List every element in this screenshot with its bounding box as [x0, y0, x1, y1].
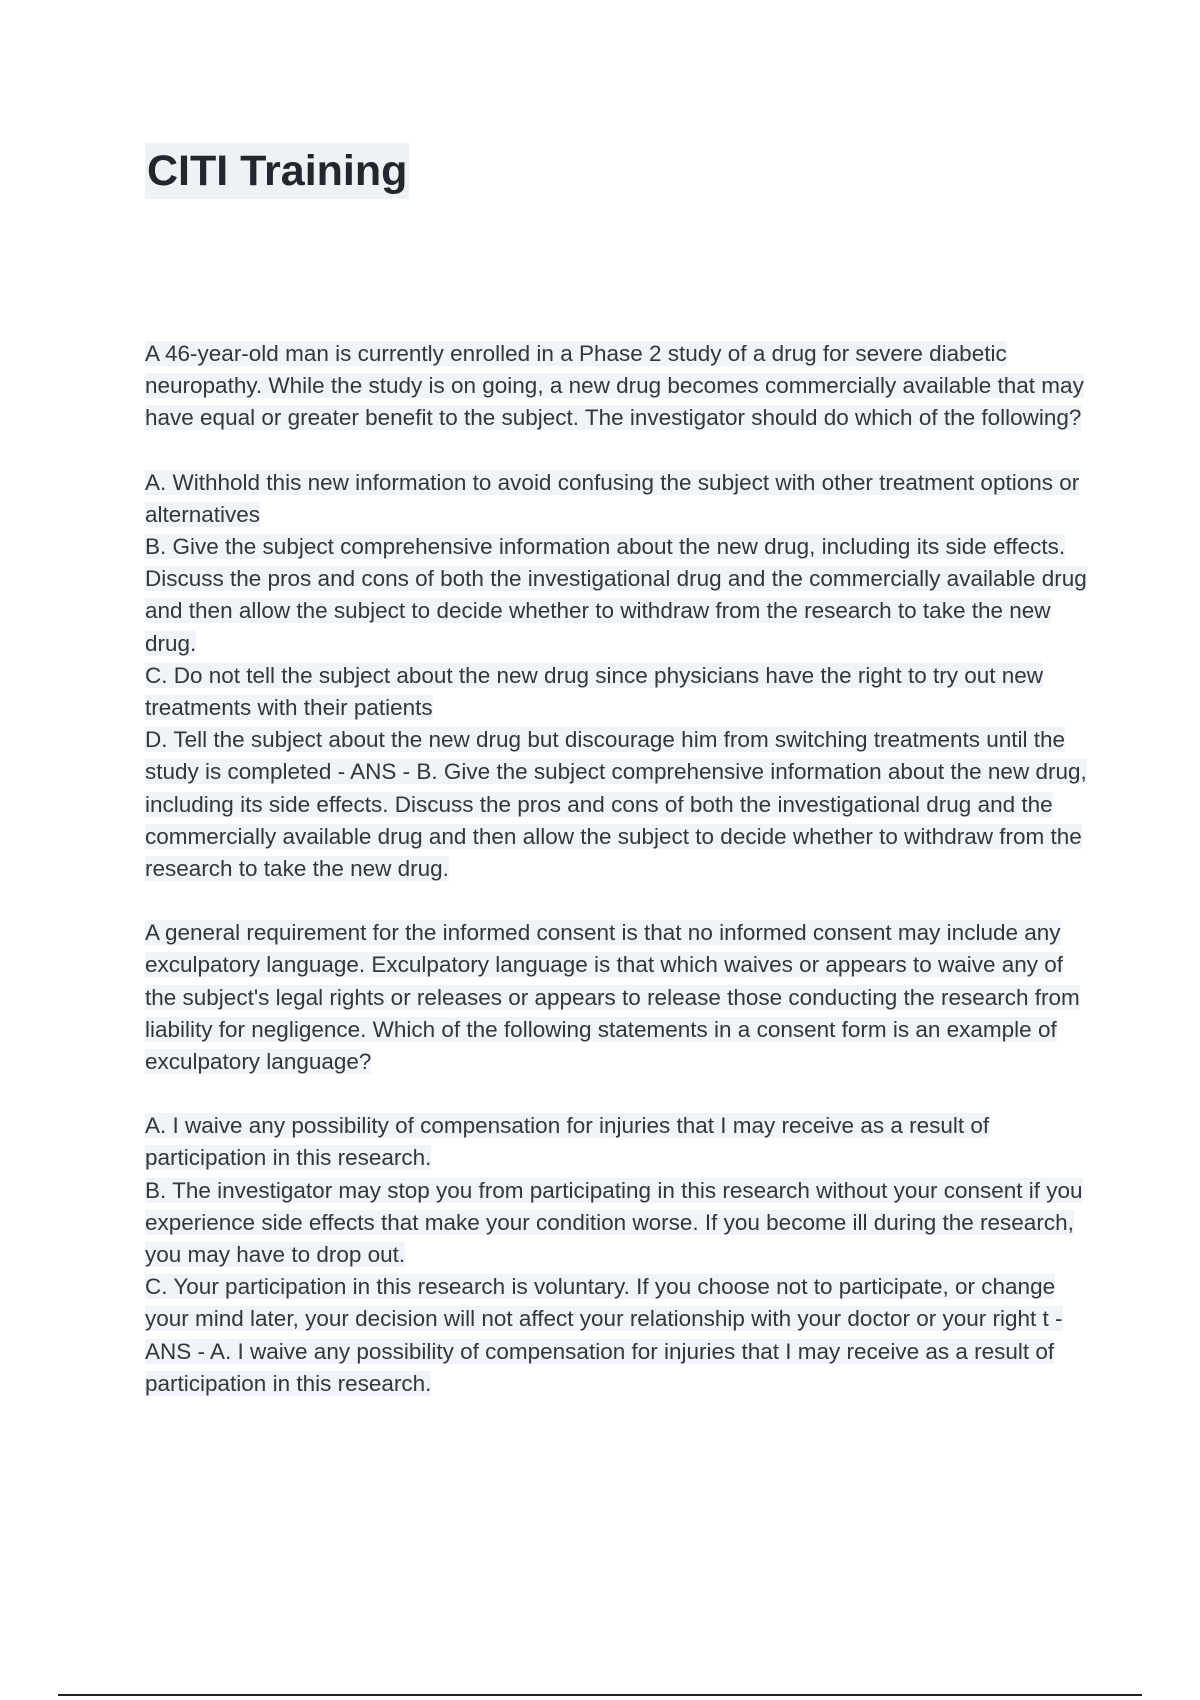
- option-text: B. Give the subject comprehensive information about the new drug, including its side effects. Discuss the pros and cons of both the investigational drug and the commercially available drug and then allow the subject to decide whether to withdraw from the research to take the new drug.: [145, 534, 1087, 656]
- question-1-prompt: [145, 338, 1095, 435]
- question-2-prompt: [145, 917, 1095, 1078]
- spacer: [145, 1078, 1095, 1110]
- question-1-option-a: [145, 467, 1095, 531]
- question-2-prompt-text: A general requirement for the informed consent is that no informed consent may include any exculpatory language. Exculpatory language is that which waives or appears to waive any of the subject's legal rights or releases or appears to release those conducting the research from liability for negligence. Which of the following statements in a consent form is an example of exculpatory language?: [145, 920, 1080, 1075]
- question-1: [145, 338, 1095, 885]
- question-1-option-d-with-answer: [145, 724, 1095, 885]
- option-text: C. Do not tell the subject about the new drug since physicians have the right to try out new treatments with their patients: [145, 662, 1044, 721]
- question-2-option-b: [145, 1175, 1095, 1272]
- option-text: A. Withhold this new information to avoid confusing the subject with other treatment options or alternatives: [145, 469, 1080, 527]
- question-1-option-c: [145, 660, 1095, 724]
- spacer: [145, 885, 1095, 917]
- spacer: [145, 435, 1095, 467]
- option-text: A. I waive any possibility of compensation for injuries that I may receive as a result of participation in this research.: [145, 1113, 990, 1171]
- option-text: B. The investigator may stop you from participating in this research without your consent if you experience side effects that make your condition worse. If you become ill during the research, you may have to drop out.: [145, 1177, 1083, 1268]
- question-1-option-b: [145, 531, 1095, 660]
- page-title: CITI Training: [145, 143, 409, 199]
- option-text: C. Your participation in this research is voluntary. If you choose not to participate, or change your mind later, your decision will not affect your relationship with your doctor or your right t - ANS - A. I waive any possibility of compensation for injuries that I may receive as a result of participation in this research.: [145, 1274, 1063, 1396]
- footer-divider: [58, 1694, 1142, 1696]
- question-1-prompt-text: A 46-year-old man is currently enrolled in a Phase 2 study of a drug for severe diabetic neuropathy. While the study is on going, a new drug becomes commercially available that may have equal or greater benefit to the subject. The investigator should do which of the following?: [145, 341, 1084, 431]
- question-2-option-c-with-answer: [145, 1271, 1095, 1400]
- document-body: [145, 338, 1095, 1400]
- question-2-option-a: [145, 1110, 1095, 1174]
- question-2: [145, 917, 1095, 1400]
- option-text: D. Tell the subject about the new drug but discourage him from switching treatments until the study is completed - ANS - B. Give the subject comprehensive information about the new drug, including its side effects. Discuss the pros and cons of both the investigational drug and the commercially available drug and then allow the subject to decide whether to withdraw from the research to take the new drug.: [145, 727, 1087, 882]
